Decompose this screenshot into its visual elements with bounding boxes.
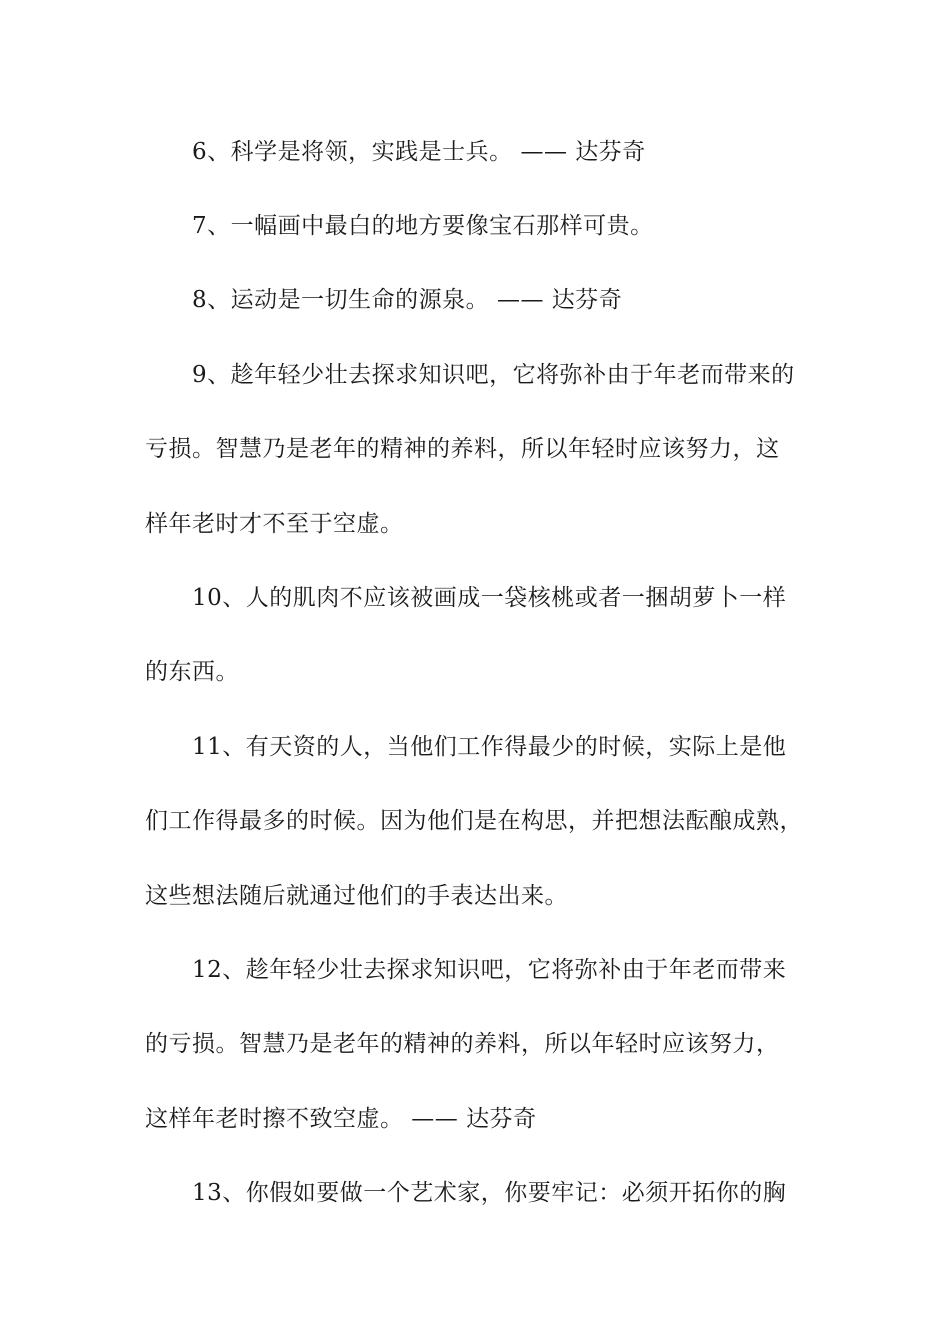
quote-9-line-1: 9、趁年轻少壮去探求知识吧，它将弥补由于年老而带来的 <box>192 362 795 388</box>
quote-12-line-1: 12、趁年轻少壮去探求知识吧，它将弥补由于年老而带来 <box>192 957 787 983</box>
quote-8-line-1: 8、运动是一切生命的源泉。 —— 达芬奇 <box>192 287 623 313</box>
quote-13-line-1: 13、你假如要做一个艺术家，你要牢记：必须开拓你的胸 <box>192 1180 787 1206</box>
quote-7-line-1: 7、一幅画中最白的地方要像宝石那样可贵。 <box>192 213 654 239</box>
quote-12-line-2: 的亏损。智慧乃是老年的精神的养料，所以年轻时应该努力， <box>145 1031 780 1057</box>
quote-6-line-1: 6、科学是将领，实践是士兵。 —— 达芬奇 <box>192 139 646 165</box>
quote-12-line-3: 这样年老时擦不致空虚。 —— 达芬奇 <box>145 1106 537 1132</box>
quote-10-line-1: 10、人的肌肉不应该被画成一袋核桃或者一捆胡萝卜一样 <box>192 585 787 611</box>
quote-9-line-2: 亏损。智慧乃是老年的精神的养料，所以年轻时应该努力，这 <box>145 436 780 462</box>
quote-9-line-3: 样年老时才不至于空虚。 <box>145 511 404 537</box>
quote-10-line-2: 的东西。 <box>145 659 239 685</box>
quote-11-line-3: 这些想法随后就通过他们的手表达出来。 <box>145 883 568 909</box>
quote-11-line-2: 们工作得最多的时候。因为他们是在构思，并把想法酝酿成熟， <box>145 808 803 834</box>
quote-11-line-1: 11、有天资的人，当他们工作得最少的时候，实际上是他 <box>192 734 787 760</box>
